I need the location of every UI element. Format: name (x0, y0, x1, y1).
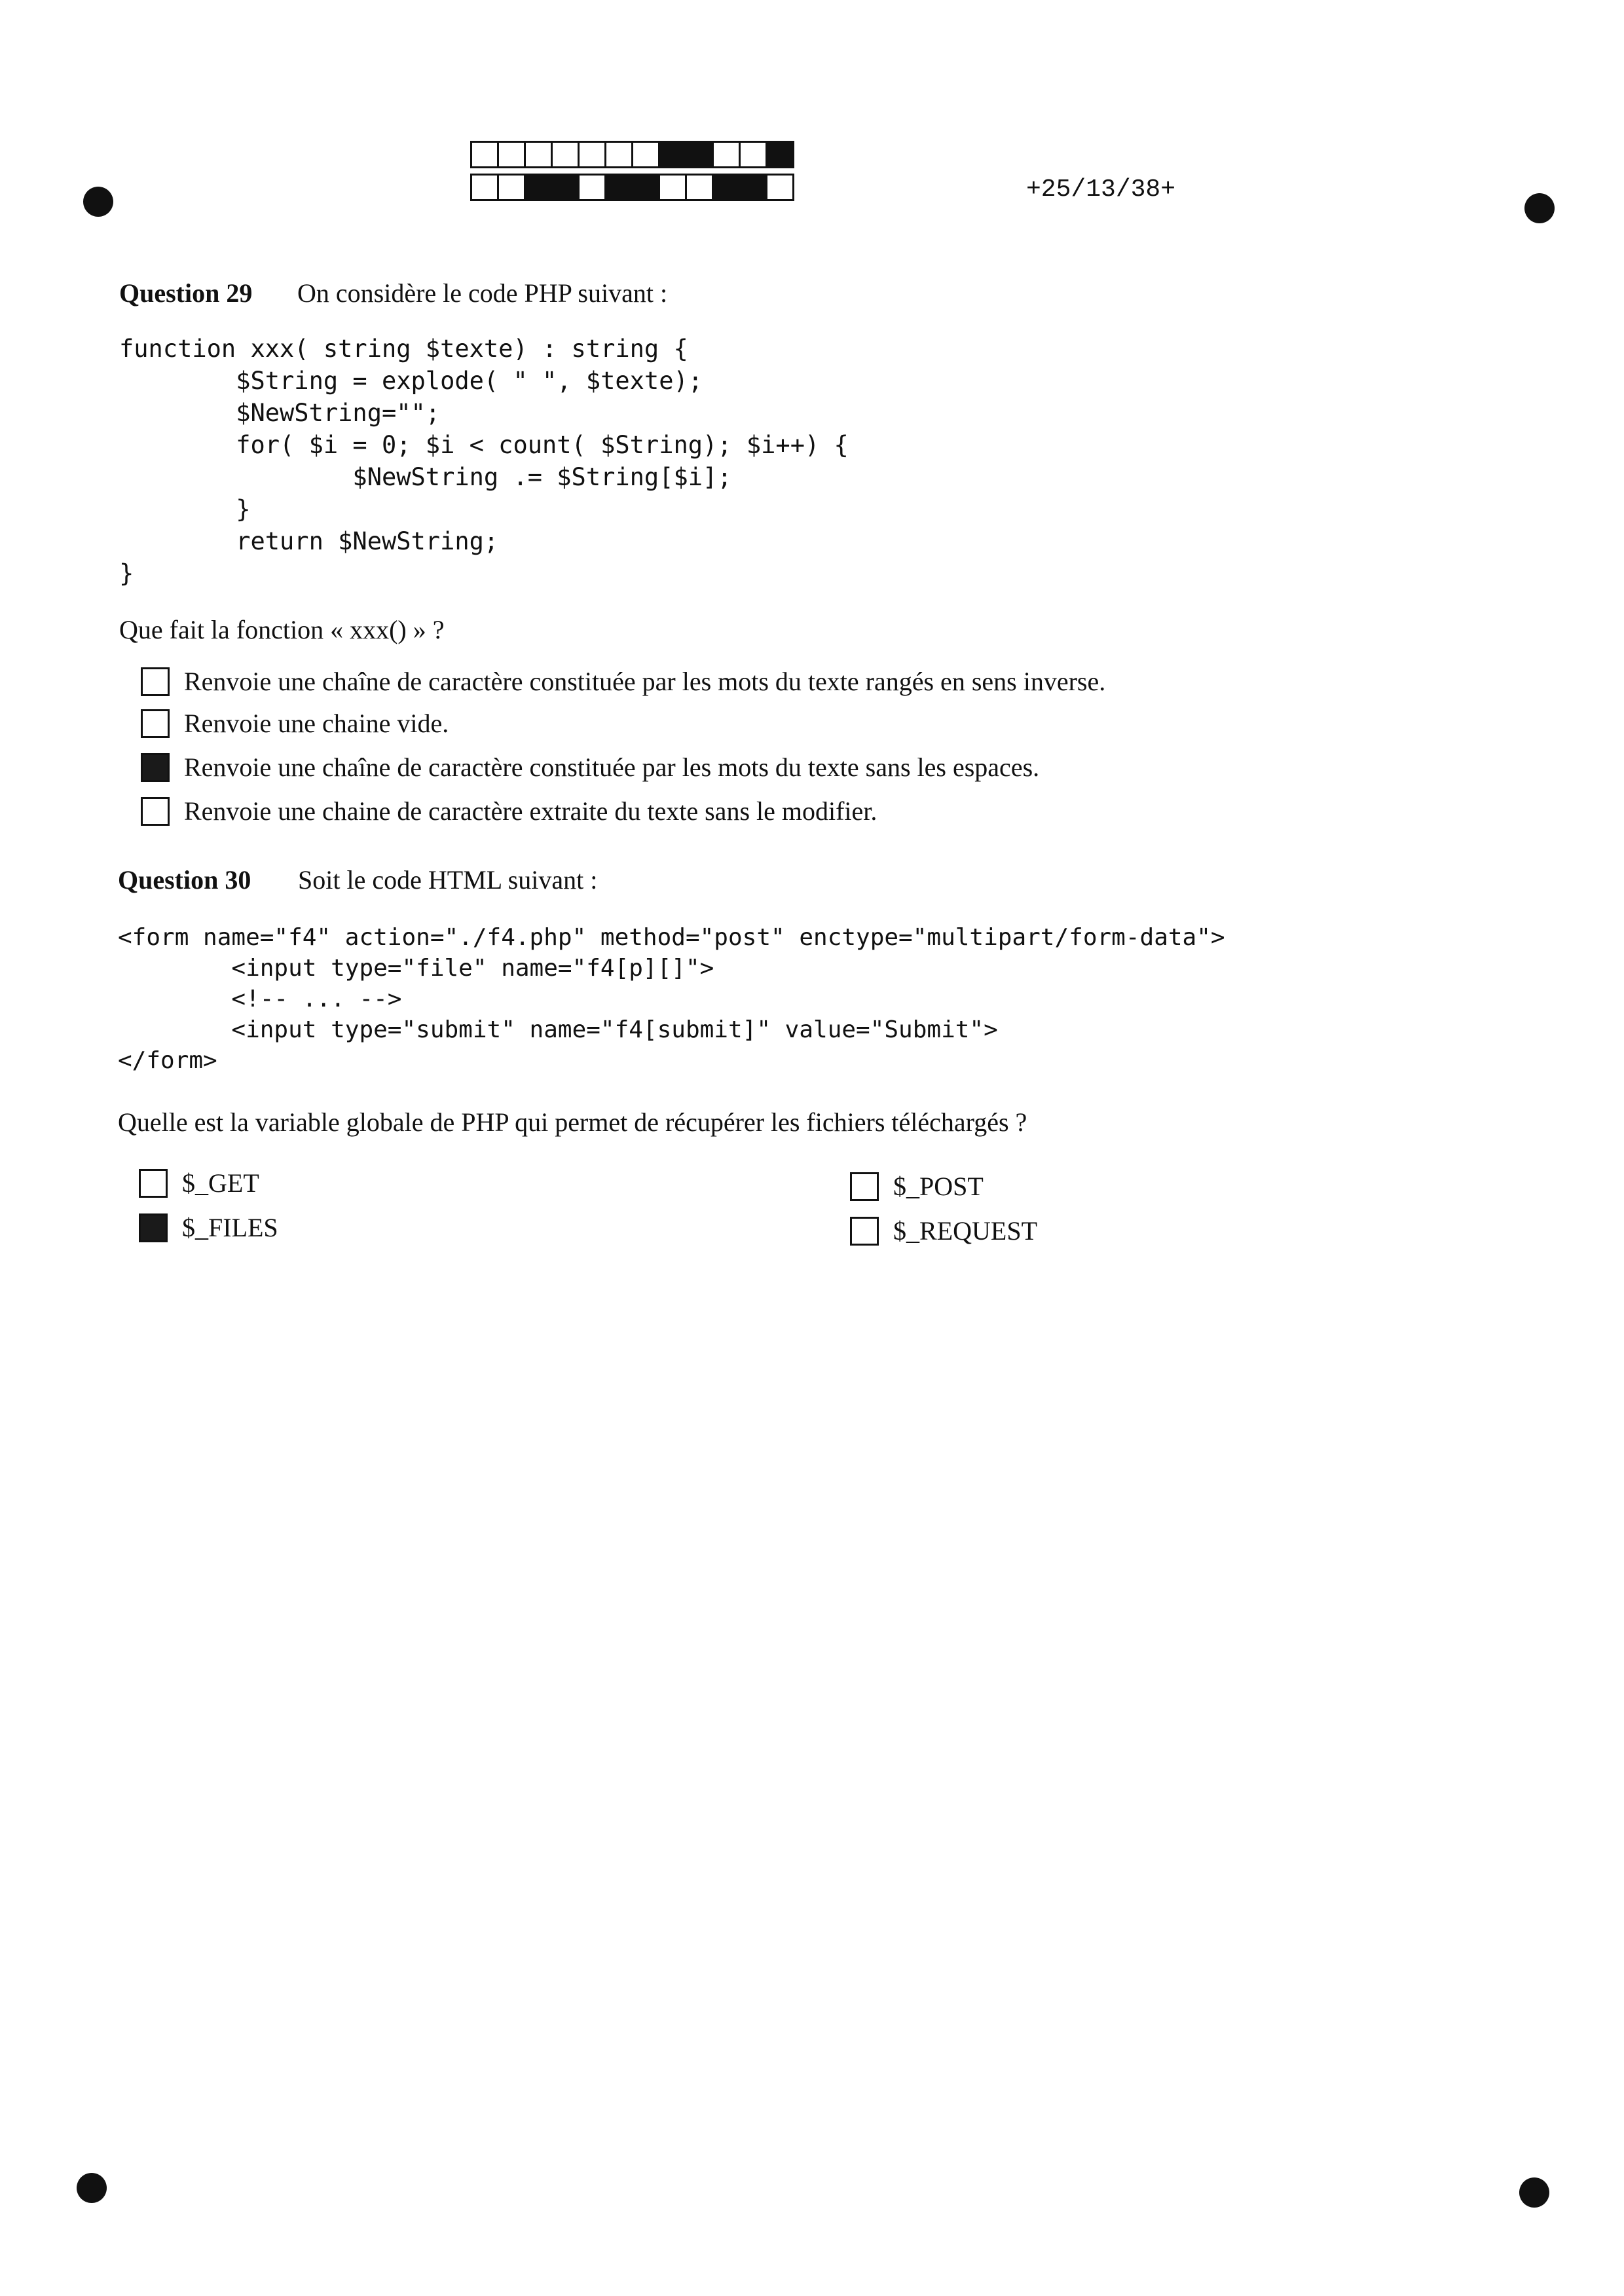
option-label: $_POST (893, 1172, 984, 1201)
code-line: } (119, 495, 251, 523)
checkbox[interactable] (139, 1169, 168, 1198)
id-cell (580, 176, 606, 199)
id-box-row-1 (470, 141, 794, 168)
code-line: <!-- ... --> (118, 986, 402, 1012)
id-box-row-2 (470, 174, 794, 201)
option-label: Renvoie une chaine vide. (184, 709, 449, 738)
code-line: $NewString=""; (119, 399, 441, 427)
id-cell (741, 176, 767, 199)
question-intro: On considère le code PHP suivant : (297, 278, 668, 308)
id-cell (472, 176, 499, 199)
question-intro: Soit le code HTML suivant : (298, 865, 598, 895)
checkbox[interactable] (141, 753, 170, 782)
html-code-block (118, 922, 1225, 1076)
code-line: </form> (118, 1047, 217, 1074)
code-line: <input type="submit" name="f4[submit]" value="Submit"> (118, 1016, 998, 1043)
id-cell (714, 143, 741, 166)
id-cell (687, 176, 714, 199)
option-label: $_GET (182, 1168, 259, 1198)
question-30-text: Quelle est la variable globale de PHP qui permet de récupérer les fichiers téléchargés ? (118, 1107, 1027, 1137)
code-line: $NewString .= $String[$i]; (119, 463, 732, 491)
id-cell (526, 143, 553, 166)
id-cell (553, 176, 580, 199)
checkbox[interactable] (141, 797, 170, 826)
id-cell (767, 143, 792, 166)
question-29-header (119, 278, 667, 308)
id-cell (472, 143, 499, 166)
option-label: Renvoie une chaine de caractère extraite du texte sans le modifier. (184, 796, 877, 826)
q30-option-post[interactable] (850, 1171, 984, 1202)
code-line: $String = explode( " ", $texte); (119, 367, 703, 395)
code-line: return $NewString; (119, 527, 499, 555)
q29-option-4[interactable] (141, 796, 877, 826)
checkbox[interactable] (139, 1213, 168, 1242)
registration-mark-bottom-left (77, 2173, 107, 2203)
code-line: <form name="f4" action="./f4.php" method="post" enctype="multipart/form-data"> (118, 924, 1225, 951)
id-cell (767, 176, 792, 199)
id-cell (660, 176, 687, 199)
q30-option-get[interactable] (139, 1168, 259, 1198)
option-label: Renvoie une chaîne de caractère constituée par les mots du texte rangés en sens inverse. (184, 667, 1106, 696)
id-cell (741, 143, 767, 166)
q30-option-files[interactable] (139, 1212, 278, 1243)
option-label: $_FILES (182, 1213, 278, 1242)
id-cell (633, 176, 660, 199)
id-cell (526, 176, 553, 199)
checkbox[interactable] (141, 709, 170, 738)
q29-option-3[interactable] (141, 752, 1039, 783)
code-line: <input type="file" name="f4[p][]"> (118, 955, 714, 982)
page-code: +25/13/38+ (1026, 176, 1176, 204)
code-line: for( $i = 0; $i < count( $String); $i++) { (119, 431, 849, 459)
id-cell (660, 143, 687, 166)
option-label: $_REQUEST (893, 1216, 1037, 1246)
question-number: Question 29 (119, 278, 253, 308)
registration-mark-top-left (83, 187, 113, 217)
q30-option-request[interactable] (850, 1215, 1037, 1246)
checkbox[interactable] (141, 667, 170, 696)
id-cell (499, 176, 526, 199)
id-cell (633, 143, 660, 166)
id-cell (714, 176, 741, 199)
q29-option-1[interactable] (141, 666, 1105, 697)
checkbox[interactable] (850, 1217, 879, 1246)
option-label: Renvoie une chaîne de caractère constituée par les mots du texte sans les espaces. (184, 752, 1040, 782)
php-code-block (119, 333, 849, 589)
question-30-header (118, 864, 597, 895)
question-number: Question 30 (118, 865, 251, 895)
id-cell (606, 176, 633, 199)
registration-mark-top-right (1524, 193, 1555, 223)
id-cell (553, 143, 580, 166)
question-29-text: Que fait la fonction « xxx() » ? (119, 615, 445, 644)
code-line: function xxx( string $texte) : string { (119, 335, 688, 363)
id-cell (499, 143, 526, 166)
id-cell (687, 143, 714, 166)
q29-option-2[interactable] (141, 708, 449, 739)
id-cell (580, 143, 606, 166)
registration-mark-bottom-right (1519, 2177, 1549, 2208)
code-line: } (119, 559, 134, 587)
checkbox[interactable] (850, 1172, 879, 1201)
id-cell (606, 143, 633, 166)
